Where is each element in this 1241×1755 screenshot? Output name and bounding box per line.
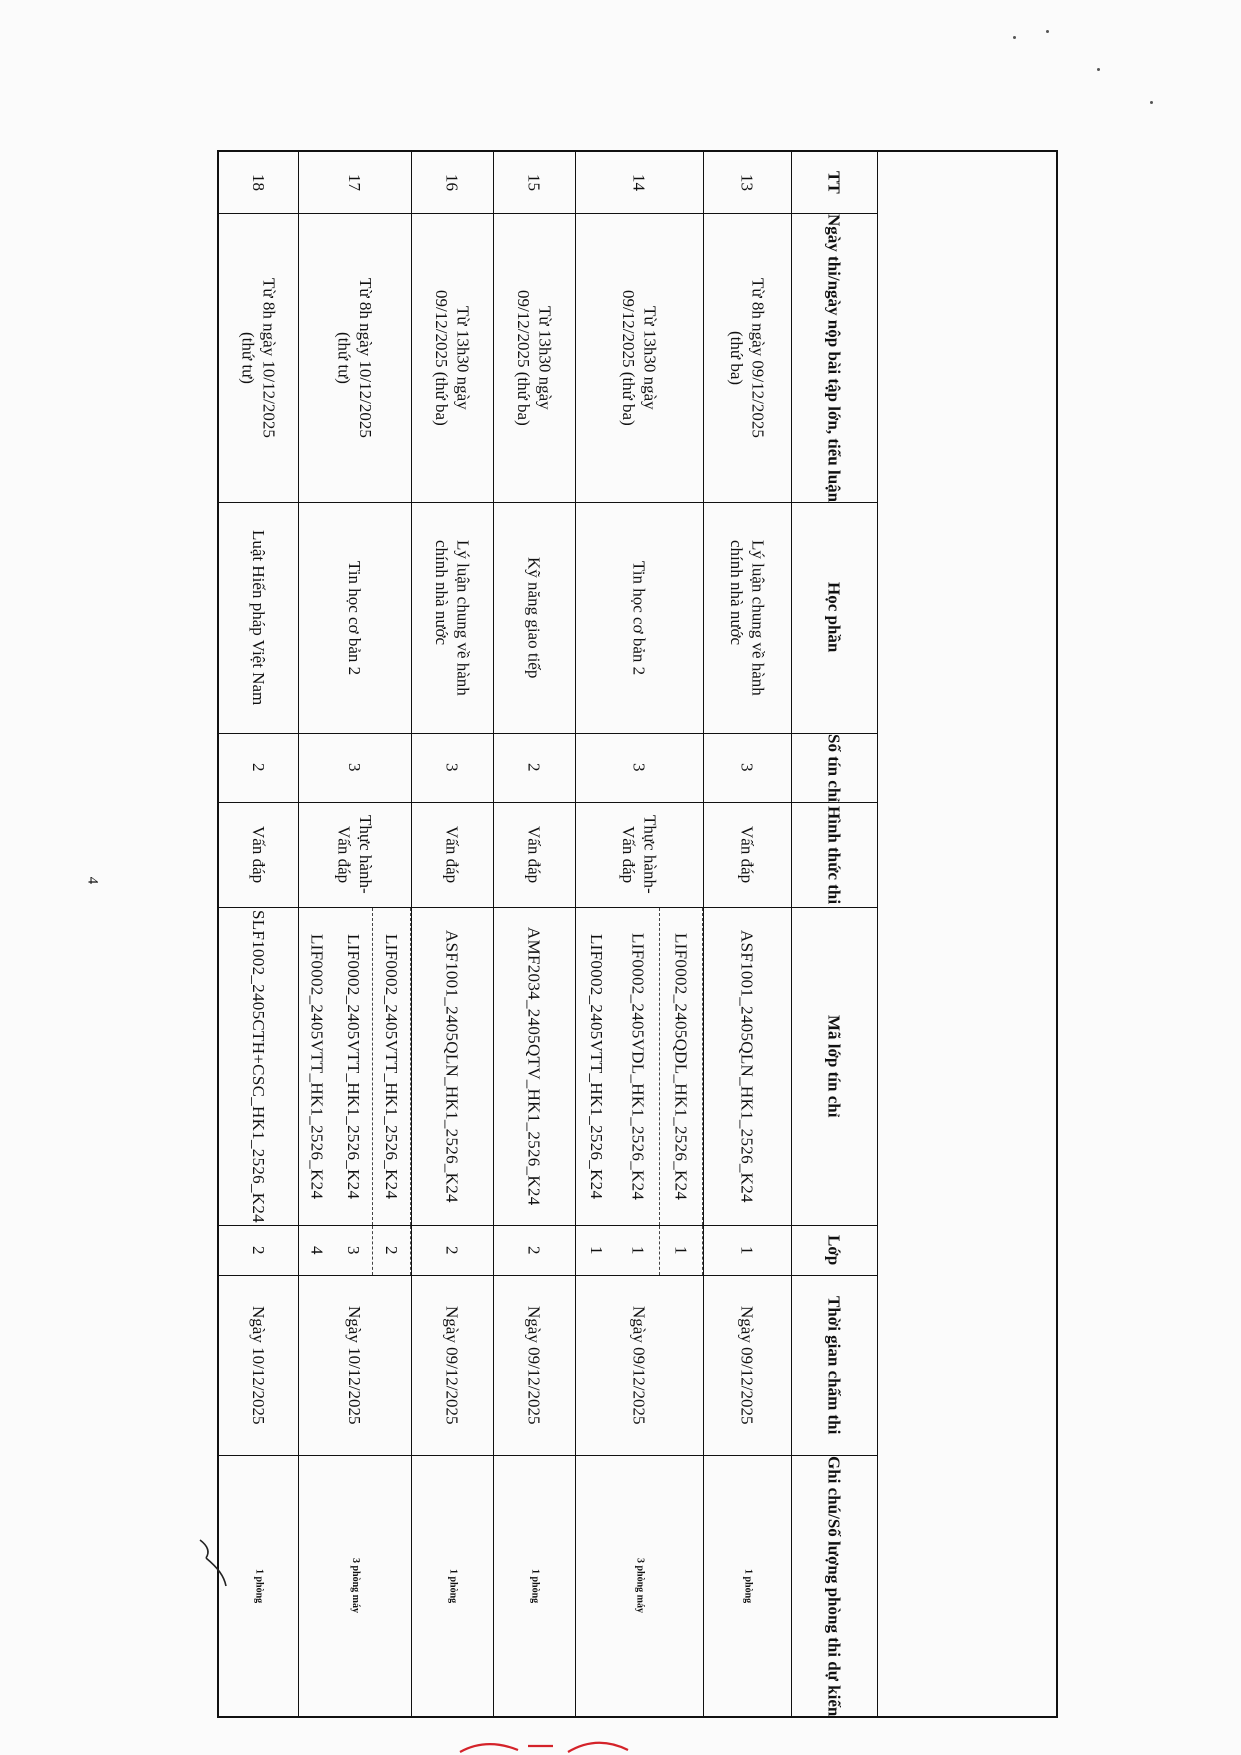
class-code-value: ASF1001_2405QLN_HK1_2526_K24 <box>737 929 757 1203</box>
cell-course <box>411 502 493 733</box>
header-label: Thời gian chấm thi <box>824 1295 844 1435</box>
cell-tt <box>411 151 493 213</box>
header-label: TT <box>824 170 844 194</box>
page-number: 4 <box>84 876 101 885</box>
class-code-value: ASF1001_2405QLN_HK1_2526_K24 <box>442 929 462 1203</box>
cell-date <box>493 213 575 502</box>
date-value: Từ 13h30 ngày 09/12/2025 (thứ ba) <box>432 289 473 426</box>
class-value: 2 <box>442 1245 462 1255</box>
cell-format <box>411 802 493 907</box>
field-class-code <box>218 907 1057 1225</box>
cell-class-code <box>575 907 703 1225</box>
cell-note <box>493 1455 575 1717</box>
format-value: Vấn đáp <box>524 826 544 884</box>
date-value: Từ 8h ngày 10/12/2025 (thứ tư) <box>238 277 279 438</box>
course-value: Lý luận chung về hành chính nhà nước <box>432 539 473 696</box>
field-date <box>218 213 1057 502</box>
format-value: Thực hành- Vấn đáp <box>334 815 375 894</box>
header-date <box>791 213 877 502</box>
cell-note <box>218 1455 298 1717</box>
class-value: 2 <box>524 1245 544 1255</box>
cell-date <box>703 213 791 502</box>
cell-format <box>218 802 298 907</box>
scan-speck <box>1046 30 1049 33</box>
course-value: Tin học cơ bản 2 <box>629 560 649 675</box>
header-label: Học phần <box>824 582 844 653</box>
field-class <box>218 1225 1057 1275</box>
cell-grading-time <box>411 1275 493 1455</box>
header-credits <box>791 733 877 802</box>
field-format <box>218 802 1057 907</box>
cell-class-code <box>703 907 791 1225</box>
header-grading-time <box>791 1275 877 1455</box>
signature-mark <box>196 1538 230 1588</box>
cell-tt <box>703 151 791 213</box>
class-code-value: AMF2034_2405QTV_HK1_2526_K24 <box>524 926 544 1206</box>
tt-value: 17 <box>345 173 365 191</box>
cell-class-code <box>218 907 298 1225</box>
course-value: Lý luận chung về hành chính nhà nước <box>727 539 768 696</box>
class-code-value: LIF0002_2405VTT_HK1_2526_K24 <box>344 933 364 1199</box>
class-code-value: LIF0002_2405VDL_HK1_2526_K24 <box>628 932 648 1200</box>
class-value: 2 <box>381 1245 401 1255</box>
cell-class-code <box>298 907 411 1225</box>
format-value: Vấn đáp <box>737 826 757 884</box>
header-label: Ghi chú/Số lượng phòng thi dự kiến <box>824 1455 844 1717</box>
scan-speck <box>1013 36 1016 39</box>
header-label: Số tín chỉ <box>824 733 844 802</box>
note-value: 1 phòng <box>529 1568 541 1603</box>
grading-time-value: Ngày 10/12/2025 <box>345 1305 365 1425</box>
class-value: 3 <box>344 1245 364 1255</box>
cell-credits <box>218 733 298 802</box>
class-code-value: LIF0002_2405QDL_HK1_2526_K24 <box>671 932 691 1200</box>
cell-course <box>218 502 298 733</box>
cell-credits <box>703 733 791 802</box>
class-value: 1 <box>671 1245 691 1255</box>
format-value: Thực hành- Vấn đáp <box>619 815 660 894</box>
cell-date <box>298 213 411 502</box>
red-stamp-mark <box>458 1738 648 1755</box>
cell-class <box>703 1225 791 1275</box>
cell-class-code <box>493 907 575 1225</box>
header-label: Lớp <box>824 1235 844 1266</box>
date-value: Từ 13h30 ngày 09/12/2025 (thứ ba) <box>619 289 660 426</box>
cell-note <box>411 1455 493 1717</box>
cell-class <box>411 1225 493 1275</box>
header-course <box>791 502 877 733</box>
header-label: Ngày thi/ngày nộp bài tập lớn, tiểu luận <box>824 213 844 502</box>
class-value: 1 <box>586 1245 606 1255</box>
class-code-value: LIF0002_2405VTT_HK1_2526_K24 <box>381 933 401 1199</box>
class-value: 2 <box>248 1245 268 1255</box>
cell-course <box>298 502 411 733</box>
header-label: Mã lớp tín chỉ <box>824 1014 844 1118</box>
cell-grading-time <box>218 1275 298 1455</box>
course-value: Tin học cơ bản 2 <box>345 560 365 675</box>
format-value: Vấn đáp <box>248 826 268 884</box>
class-code-value: LIF0002_2405VTT_HK1_2526_K24 <box>586 933 606 1199</box>
field-course <box>218 502 1057 733</box>
cell-grading-time <box>298 1275 411 1455</box>
note-value: 1 phòng <box>253 1568 265 1603</box>
cell-tt <box>218 151 298 213</box>
cell-credits <box>411 733 493 802</box>
table-body <box>218 151 1057 1717</box>
field-grading-time <box>218 1275 1057 1455</box>
cell-class <box>575 1225 703 1275</box>
cell-grading-time <box>575 1275 703 1455</box>
class-value: 1 <box>628 1245 648 1255</box>
credits-value: 2 <box>524 763 544 772</box>
class-value: 4 <box>307 1245 327 1255</box>
tt-value: 14 <box>629 173 649 191</box>
cell-course <box>493 502 575 733</box>
header-format <box>791 802 877 907</box>
cell-format <box>493 802 575 907</box>
field-note <box>218 1455 1057 1717</box>
grading-time-value: Ngày 09/12/2025 <box>737 1305 757 1425</box>
cell-grading-time <box>703 1275 791 1455</box>
header-note <box>791 1455 877 1717</box>
date-value: Từ 8h ngày 10/12/2025 (thứ tư) <box>334 277 375 438</box>
cell-format <box>575 802 703 907</box>
cell-class <box>298 1225 411 1275</box>
cell-note <box>575 1455 703 1717</box>
grading-time-value: Ngày 09/12/2025 <box>629 1305 649 1425</box>
scan-speck <box>1097 68 1100 71</box>
grading-time-value: Ngày 09/12/2025 <box>524 1305 544 1425</box>
class-code-value: LIF0002_2405VTT_HK1_2526_K24 <box>307 933 327 1199</box>
cell-tt <box>298 151 411 213</box>
cell-note <box>298 1455 411 1717</box>
tt-value: 15 <box>524 173 544 191</box>
cell-credits <box>575 733 703 802</box>
cell-format <box>298 802 411 907</box>
cell-credits <box>493 733 575 802</box>
header-class <box>791 1225 877 1275</box>
tt-value: 13 <box>737 173 757 191</box>
date-value: Từ 13h30 ngày 09/12/2025 (thứ ba) <box>514 289 555 426</box>
date-value: Từ 8h ngày 09/12/2025 (thứ ba) <box>727 277 768 438</box>
cell-class <box>493 1225 575 1275</box>
credits-value: 3 <box>629 763 649 772</box>
credits-value: 2 <box>248 763 268 772</box>
cell-date <box>575 213 703 502</box>
cell-credits <box>298 733 411 802</box>
scan-speck <box>1150 101 1153 104</box>
tt-value: 16 <box>442 173 462 191</box>
note-value: 1 phòng <box>447 1568 459 1603</box>
cell-course <box>575 502 703 733</box>
class-code-value: SLF1002_2405CTH+CSC_HK1_2526_K24 <box>248 909 268 1223</box>
header-tt <box>791 151 877 213</box>
format-value: Vấn đáp <box>442 826 462 884</box>
note-value: 3 phòng máy <box>634 1558 646 1614</box>
cell-note <box>703 1455 791 1717</box>
cell-date <box>411 213 493 502</box>
note-value: 1 phòng <box>742 1568 754 1603</box>
class-value: 1 <box>737 1245 757 1255</box>
cell-class-code <box>411 907 493 1225</box>
exam-schedule-table <box>217 150 1058 1718</box>
cell-tt <box>575 151 703 213</box>
cell-grading-time <box>493 1275 575 1455</box>
tt-value: 18 <box>248 173 268 191</box>
cell-course <box>703 502 791 733</box>
grading-time-value: Ngày 10/12/2025 <box>248 1305 268 1425</box>
grading-time-value: Ngày 09/12/2025 <box>442 1305 462 1425</box>
cell-tt <box>493 151 575 213</box>
credits-value: 3 <box>442 763 462 772</box>
header-class-code <box>791 907 877 1225</box>
header-label: Hình thức thi <box>824 805 844 904</box>
course-value: Kỹ năng giao tiếp <box>524 556 544 679</box>
cell-class <box>218 1225 298 1275</box>
cell-date <box>218 213 298 502</box>
field-tt <box>218 151 1057 213</box>
cell-format <box>703 802 791 907</box>
note-value: 3 phòng máy <box>349 1558 361 1614</box>
credits-value: 3 <box>737 763 757 772</box>
field-credits <box>218 733 1057 802</box>
credits-value: 3 <box>345 763 365 772</box>
course-value: Luật Hiến pháp Việt Nam <box>248 529 268 706</box>
